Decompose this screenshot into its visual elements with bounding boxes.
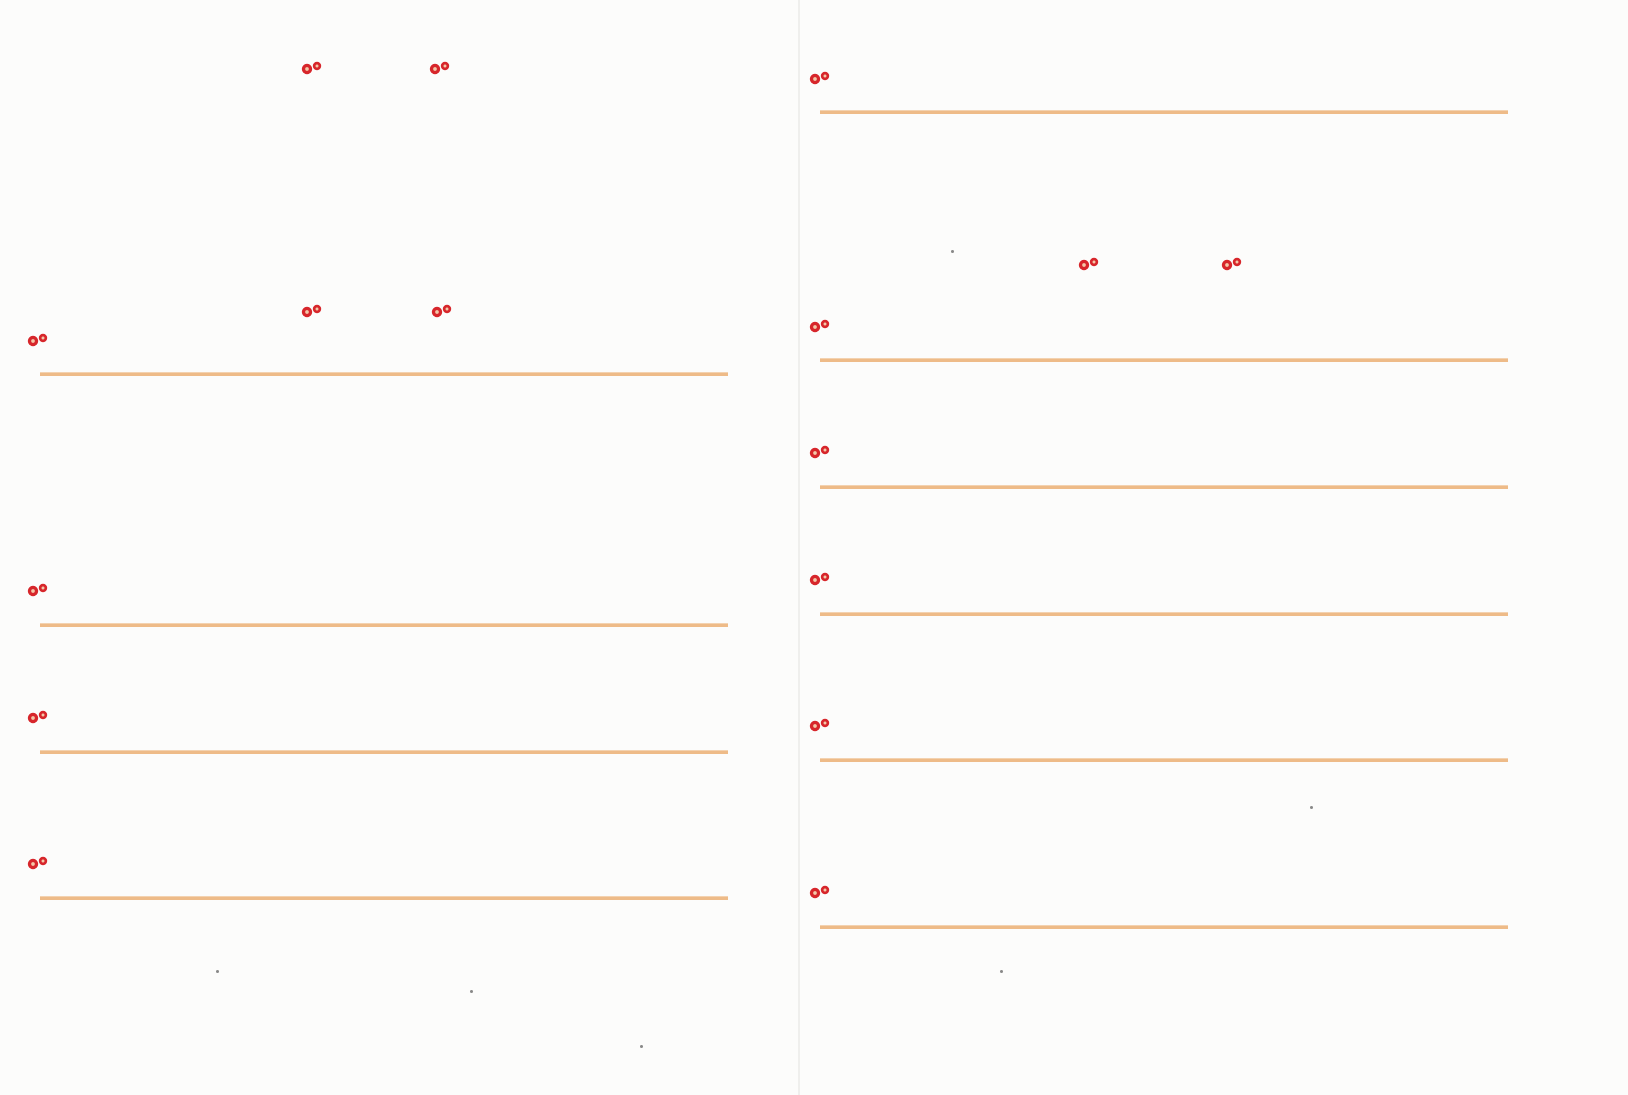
group-divider-line	[820, 612, 1508, 616]
group-divider-line	[820, 925, 1508, 929]
plum-flower-icon	[1220, 256, 1244, 272]
plum-flower-icon	[26, 709, 50, 725]
plum-flower-icon	[808, 70, 832, 86]
plum-flower-icon	[428, 60, 452, 76]
plum-flower-icon	[1077, 256, 1101, 272]
plum-flower-icon	[808, 318, 832, 334]
group-divider-line	[820, 758, 1508, 762]
print-speck	[1310, 806, 1313, 809]
left-page	[0, 0, 800, 1095]
print-speck	[640, 1045, 643, 1048]
group-divider-line	[820, 485, 1508, 489]
right-page	[800, 0, 1628, 1095]
print-speck	[216, 970, 219, 973]
print-speck	[470, 990, 473, 993]
plum-flower-icon	[26, 855, 50, 871]
print-speck	[951, 250, 954, 253]
group-divider-line	[40, 623, 728, 627]
print-speck	[1000, 970, 1003, 973]
plum-flower-icon	[808, 884, 832, 900]
group-divider-line	[40, 372, 728, 376]
plum-flower-icon	[808, 444, 832, 460]
group-divider-line	[820, 110, 1508, 114]
group-divider-line	[40, 750, 728, 754]
plum-flower-icon	[26, 332, 50, 348]
group-divider-line	[820, 358, 1508, 362]
plum-flower-icon	[808, 571, 832, 587]
plum-flower-icon	[808, 717, 832, 733]
group-divider-line	[40, 896, 728, 900]
plum-flower-icon	[300, 303, 324, 319]
plum-flower-icon	[430, 303, 454, 319]
plum-flower-icon	[300, 60, 324, 76]
plum-flower-icon	[26, 582, 50, 598]
